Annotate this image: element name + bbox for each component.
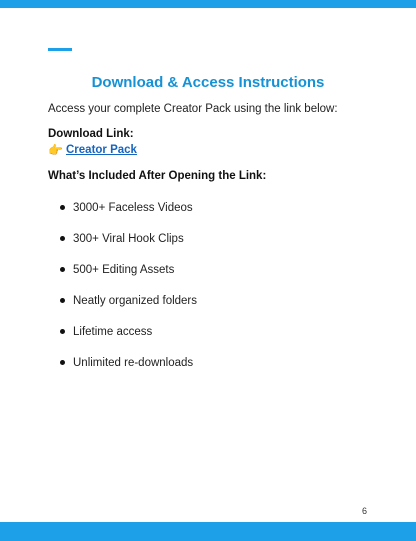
top-accent-bar [0, 0, 416, 8]
pointing-hand-icon: 👉 [48, 143, 63, 157]
list-item [60, 223, 197, 254]
feature-text: Unlimited re-downloads [73, 356, 194, 369]
bullet-icon [60, 236, 65, 241]
list-item [60, 316, 197, 347]
feature-text: 3000+ Faceless Videos [73, 201, 193, 214]
list-item [60, 285, 197, 316]
included-heading: What’s Included After Opening the Link: [48, 170, 267, 182]
bullet-icon [60, 205, 65, 210]
feature-text: 300+ Viral Hook Clips [73, 232, 184, 245]
download-row [48, 143, 137, 157]
bullet-icon [60, 298, 65, 303]
page-title: Download & Access Instructions [91, 74, 325, 91]
list-item [60, 192, 197, 223]
list-item [60, 347, 197, 378]
bullet-icon [60, 267, 65, 272]
accent-dash [48, 48, 72, 51]
list-item [60, 254, 197, 285]
feature-text: Neatly organized folders [73, 294, 198, 307]
feature-list [60, 192, 197, 378]
bullet-icon [60, 329, 65, 334]
bottom-accent-bar [0, 522, 416, 541]
page-number: 6 [362, 506, 368, 516]
feature-text: 500+ Editing Assets [73, 263, 175, 276]
feature-text: Lifetime access [73, 325, 153, 338]
bullet-icon [60, 360, 65, 365]
intro-text: Access your complete Creator Pack using the link below: [48, 103, 338, 115]
creator-pack-link[interactable]: Creator Pack [66, 144, 137, 156]
download-label: Download Link: [48, 128, 134, 140]
